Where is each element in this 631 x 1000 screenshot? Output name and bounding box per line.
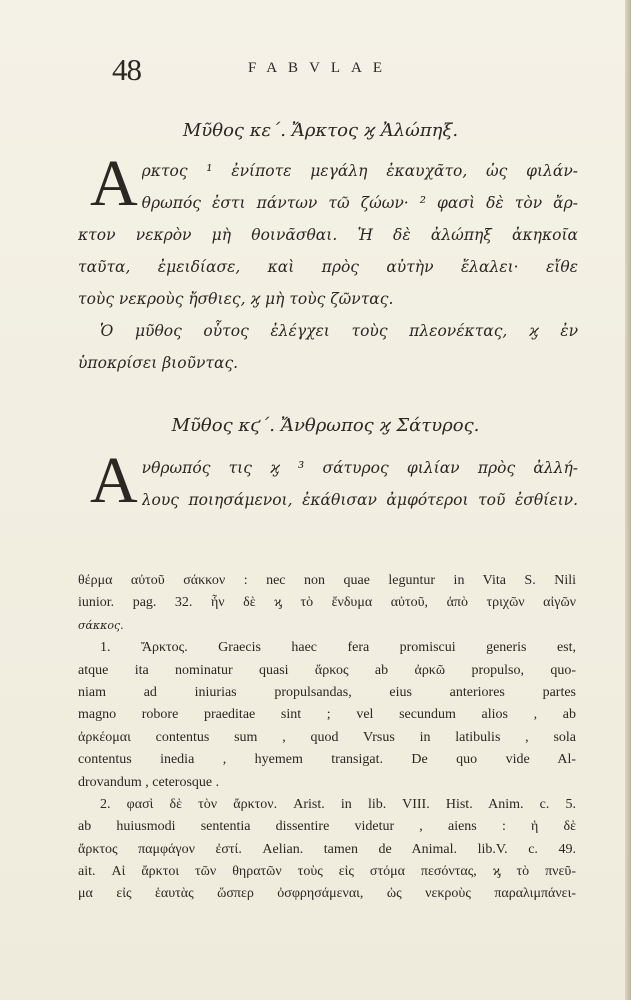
fable-title: Μῦθος κε΄. Ἄρκτος ϗ Ἀλώπηξ. xyxy=(182,120,459,141)
footnote-line: 1. Ἄρκτος. Graecis haec fera promiscui generis est, xyxy=(100,640,576,656)
fable-line: θρωπός ἐστι πάντων τῶ ζώων· ² φασὶ δὲ τὸν ἄρ- xyxy=(141,194,578,212)
footnotes xyxy=(78,570,576,906)
fable-line: τοὺς νεκροὺς ἤσθιες, ϗ μὴ τοὺς ζῶντας. xyxy=(78,290,394,308)
footnote-line: ἄρκτος παμφάγον ἐστί. Aelian. tamen de Animal. lib.V. c. 49. xyxy=(78,841,576,857)
footnote-line: magno robore praeditae sint ; vel secundum alios , ab xyxy=(78,707,576,723)
footnote-line: iunior. pag. 32. ἦν δὲ ϗ τὸ ἔνδυμα αὐτοῦ, ἀπὸ τριχῶν αἰγῶν xyxy=(78,595,576,611)
footnote-line: atque ita nominatur quasi ἄρκος ab ἀρκῶ propulso, quo- xyxy=(78,662,576,678)
page-number: 48 xyxy=(112,52,141,87)
footnote-line: contentus inedia , hyemem transigat. De quo vide Al- xyxy=(78,752,576,768)
fable-line: ταῦτα, ἐμειδίασε, καὶ πρὸς αὐτὴν ἔλαλει· εἴθε xyxy=(78,258,578,276)
fable-title: Μῦθος κϛ΄. Ἄνθρωπος ϗ Σάτυρος. xyxy=(171,415,480,436)
drop-cap-initial: Α xyxy=(90,444,138,517)
fable-line: ρκτος ¹ ἐνίποτε μεγάλη ἐκαυχᾶτο, ὡς φιλάν- xyxy=(141,162,578,180)
fable-body xyxy=(78,444,578,517)
footnote-line: ἀρκέομαι contentus sum , quod Vrsus in latibulis , sola xyxy=(78,729,576,745)
drop-cap-initial: Α xyxy=(90,147,138,220)
footnote-line: 2. φασὶ δὲ τὸν ἄρκτον. Arist. in lib. VIII. Hist. Anim. c. 5. xyxy=(100,796,576,812)
footnote-line: μα εἰς ἑαυτὰς ὥσπερ ὀσφρησάμεναι, ὡς νεκροὺς παραλιμπάνει- xyxy=(78,886,576,902)
footnote-line: drovandum , ceterosque . xyxy=(78,774,220,790)
footnote-line: ait. Αἱ ἄρκτοι τῶν θηρατῶν τοὺς εἰς στόμα πεσόντας, ϗ τὸ πνεῦ- xyxy=(78,864,576,880)
fable-line: νθρωπός τις ϗ ³ σάτυρος φιλίαν πρὸς ἀλλή- xyxy=(141,459,578,477)
footnote-line: σάκκος. xyxy=(78,618,124,632)
page-gutter xyxy=(625,0,631,1000)
fable-line: κτον νεκρὸν μὴ θοινᾶσθαι. Ἡ δὲ ἀλώπηξ ἀκηκοῖα xyxy=(78,226,578,244)
footnote-line: ab huiusmodi sententia dissentire videtur , aiens : ἡ δὲ xyxy=(78,819,576,835)
running-head: FABVLAE xyxy=(248,60,394,76)
fable-line: λους ποιησάμενοι, ἐκάθισαν ἀμφότεροι τοῦ ἐσθίειν. xyxy=(141,491,578,509)
fable-moral-line: ὑποκρίσει βιοῦντας. xyxy=(78,354,239,372)
fable-moral-line: Ὁ μῦθος οὗτος ἐλέγχει τοὺς πλεονέκτας, ϗ ἐν xyxy=(100,322,578,340)
footnote-line: niam ad iniurias propulsandas, eius anteriores partes xyxy=(78,684,576,700)
footnote-line: θέρμα αὐτοῦ σάκκον : nec non quae leguntur in Vita S. Nili xyxy=(78,573,576,588)
fable-body xyxy=(78,147,578,379)
